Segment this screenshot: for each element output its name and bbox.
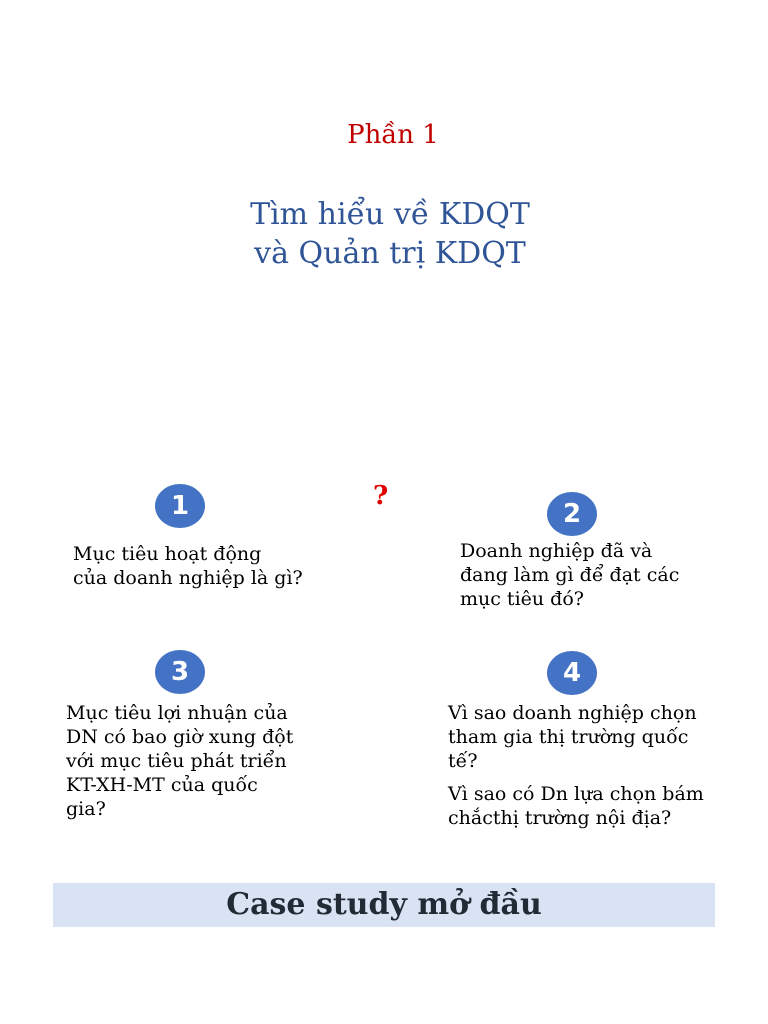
question-4b-line: chắcthị trường nội địa? bbox=[448, 807, 672, 829]
case-study-label: Case study mở đầu bbox=[226, 887, 542, 922]
part-label: Phần 1 bbox=[347, 120, 439, 150]
number-badge-2: 2 bbox=[547, 492, 597, 536]
number-badge-4: 4 bbox=[547, 651, 597, 695]
question-4b-text bbox=[448, 782, 704, 830]
question-2-line: Doanh nghiệp đã và bbox=[460, 540, 653, 562]
question-4-line: Vì sao doanh nghiệp chọn bbox=[448, 702, 697, 724]
question-2-line: mục tiêu đó? bbox=[460, 588, 584, 610]
question-3-text bbox=[66, 701, 293, 821]
question-4-line: tham gia thị trường quốc bbox=[448, 726, 689, 748]
question-3-line: với mục tiêu phát triển bbox=[66, 750, 287, 772]
question-1-line: của doanh nghiệp là gì? bbox=[73, 567, 303, 589]
question-2-text bbox=[460, 539, 679, 611]
question-1-text bbox=[73, 542, 303, 590]
question-4-line: tế? bbox=[448, 750, 478, 772]
question-3-line: gia? bbox=[66, 798, 106, 820]
question-3-line: Mục tiêu lợi nhuận của bbox=[66, 702, 288, 724]
question-2-line: đang làm gì để đạt các bbox=[460, 564, 680, 586]
question-3-line: DN có bao giờ xung đột bbox=[66, 726, 294, 748]
question-4-text bbox=[448, 701, 697, 773]
case-study-banner bbox=[53, 883, 715, 927]
question-1-line: Mục tiêu hoạt động bbox=[73, 543, 262, 565]
number-badge-3: 3 bbox=[155, 650, 205, 694]
slide-title bbox=[0, 195, 768, 273]
title-line-2: và Quản trị KDQT bbox=[254, 236, 526, 271]
title-line-1: Tìm hiểu về KDQT bbox=[250, 197, 530, 232]
question-4b-line: Vì sao có Dn lựa chọn bám bbox=[448, 783, 704, 805]
question-3-line: KT-XH-MT của quốc bbox=[66, 774, 258, 796]
number-badge-1: 1 bbox=[155, 484, 205, 528]
question-mark: ? bbox=[373, 481, 389, 511]
